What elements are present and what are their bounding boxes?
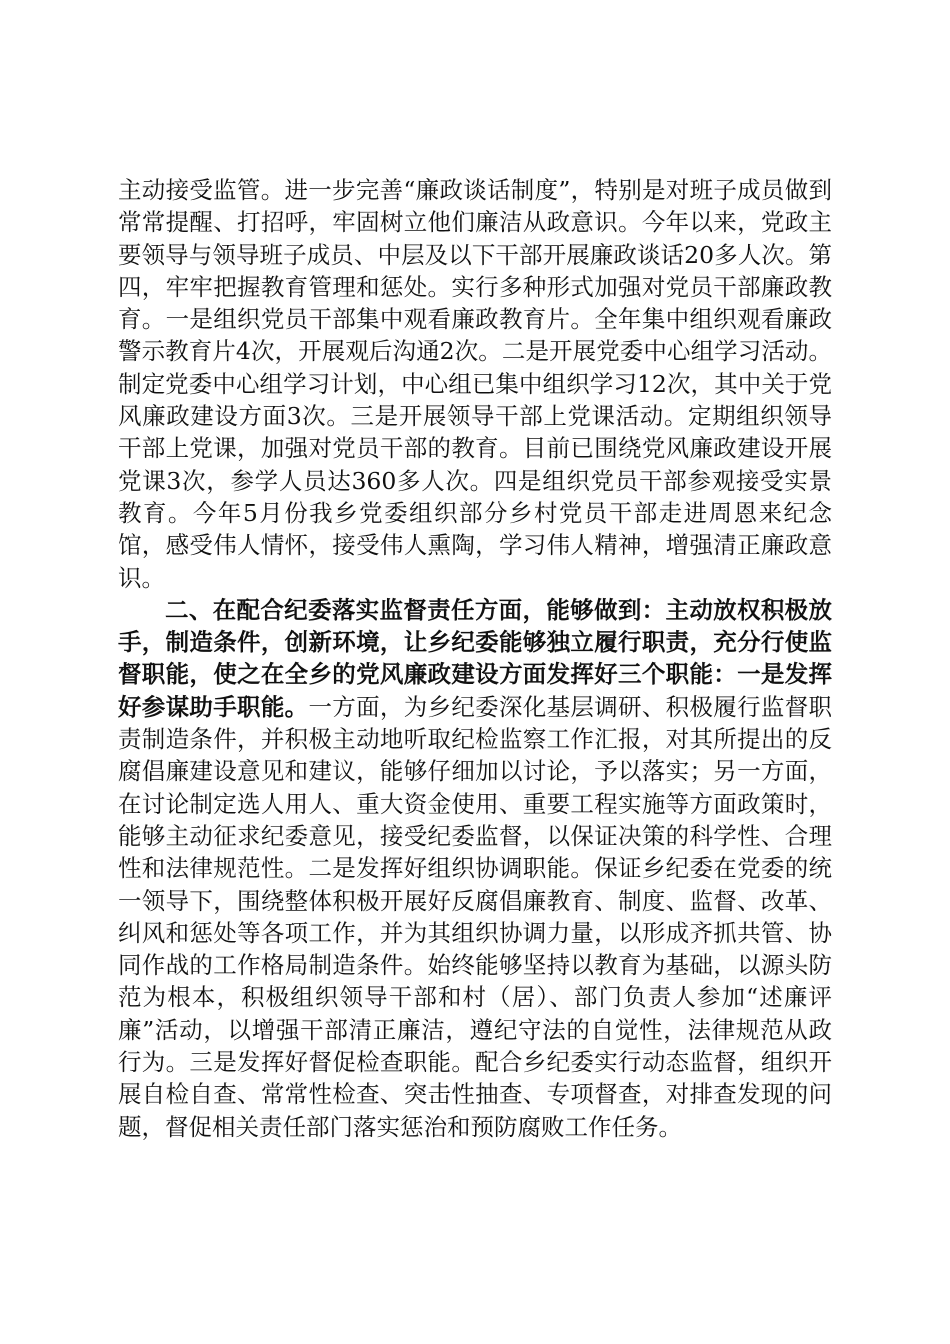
paragraph-continuation: 主动接受监管。进一步完善“廉政谈话制度”，特别是对班子成员做到常常提醒、打招呼，牢固树立他们廉洁从政意识。今年以来，党政主要领导与领导班子成员、中层及以下干部开展廉政谈话20多人次。第四，牢牢把握教育管理和惩处。实行多种形式加强对党员干部廉政教育。一是组织党员干部集中观看廉政教育片。全年集中组织观看廉政警示教育片4次，开展观后沟通2次。二是开展党委中心组学习活动。制定党委中心组学习计划，中心组已集中组织学习12次，其中关于党风廉政建设方面3次。三是开展领导干部上党课活动。定期组织领导干部上党课，加强对党员干部的教育。目前已围绕党风廉政建设开展党课3次，参学人员达360多人次。四是组织党员干部参观接受实景教育。今年5月份我乡党委组织部分乡村党员干部走进周恩来纪念馆，感受伟人情怀，接受伟人熏陶，学习伟人精神，增强清正廉政意识。: [118, 176, 832, 592]
paragraph-section-two: [118, 594, 832, 1143]
section-two-body: 一方面，为乡纪委深化基层调研、积极履行监督职责制造条件，并积极主动地听取纪检监察工作汇报，对其所提出的反腐倡廉建设意见和建议，能够仔细加以讨论，予以落实；另一方面，在讨论制定选人用人、重大资金使用、重要工程实施等方面政策时，能够主动征求纪委意见，接受纪委监督，以保证决策的科学性、合理性和法律规范性。二是发挥好组织协调职能。保证乡纪委在党委的统一领导下，围绕整体积极开展好反腐倡廉教育、制度、监督、改革、纠风和惩处等各项工作，并为其组织协调力量，以形成齐抓共管、协同作战的工作格局制造条件。始终能够坚持以教育为基础，以源头防范为根本，积极组织领导干部和村（居）、部门负责人参加“述廉评廉”活动，以增强干部清正廉洁，遵纪守法的自觉性，法律规范从政行为。三是发挥好督促检查职能。配合乡纪委实行动态监督，组织开展自检自查、常常性检查、突击性抽查、专项督查，对排查发现的问题，督促相关责任部门落实惩治和预防腐败工作任务。: [118, 692, 833, 1141]
document-body: [118, 174, 832, 1143]
section-two-heading: 二、在配合纪委落实监督责任方面，能够做到：主动放权积极放手，制造条件，创新环境，让乡纪委能够独立履行职责，充分行使监督职能，使之在全乡的党风廉政建设方面发挥好三个职能：一是发挥好参谋助手职能。: [118, 595, 832, 721]
